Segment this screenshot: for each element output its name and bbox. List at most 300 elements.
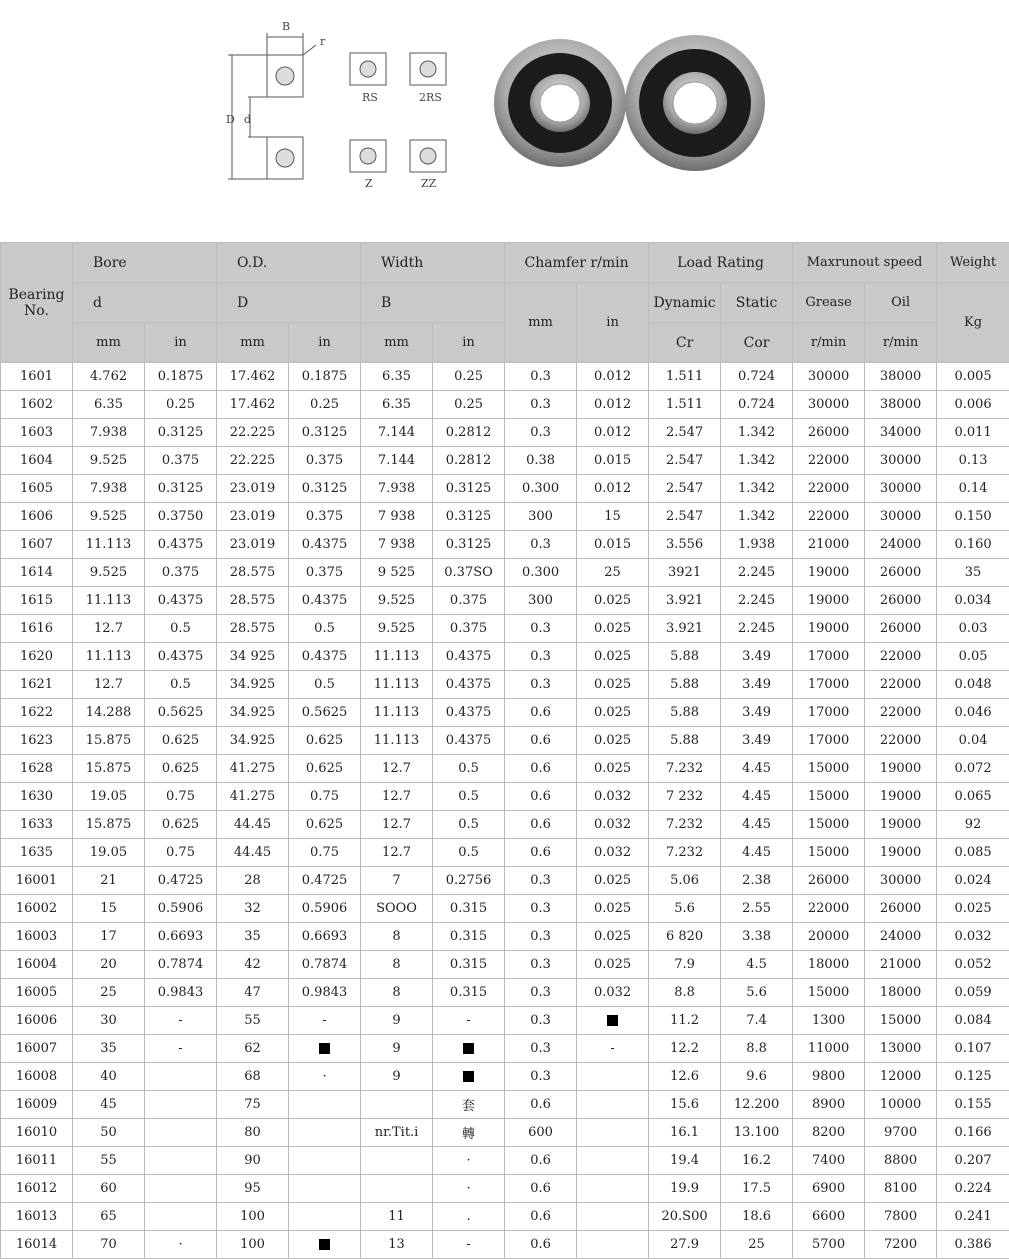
- cell-width-in: 0.315: [433, 923, 505, 951]
- cell-bearing-no: 1602: [1, 391, 73, 419]
- cell-od-mm: 41.275: [217, 783, 289, 811]
- cell-weight-kg: 0.166: [937, 1119, 1009, 1147]
- cell-static-cor: 8.8: [721, 1035, 793, 1063]
- cell-bearing-no: 1615: [1, 587, 73, 615]
- cell-width-in: ·: [433, 1147, 505, 1175]
- cell-oil-speed: 38000: [865, 363, 937, 391]
- cell-od-in: 0.5906: [289, 895, 361, 923]
- cell-bearing-no: 1630: [1, 783, 73, 811]
- table-row: [1, 1091, 1009, 1119]
- cell-od-mm: 34 925: [217, 643, 289, 671]
- cell-chamfer-mm: 0.3: [505, 363, 577, 391]
- cell-bore-in: 0.3125: [145, 419, 217, 447]
- cell-chamfer-in: 0.012: [577, 391, 649, 419]
- cell-od-in: 0.375: [289, 559, 361, 587]
- cell-dynamic-cr: 19.4: [649, 1147, 721, 1175]
- cell-dynamic-cr: 7.232: [649, 839, 721, 867]
- cell-grease-speed: 30000: [793, 363, 865, 391]
- cell-od-mm: 22.225: [217, 447, 289, 475]
- cell-oil-speed: 19000: [865, 839, 937, 867]
- filled-square-mark: [607, 1015, 618, 1026]
- cell-bore-in: 0.1875: [145, 363, 217, 391]
- cell-od-mm: 17.462: [217, 363, 289, 391]
- cell-chamfer-mm: 0.6: [505, 1147, 577, 1175]
- cell-static-cor: 1.342: [721, 475, 793, 503]
- table-row: [1, 783, 1009, 811]
- cell-od-mm: 28.575: [217, 587, 289, 615]
- table-row: [1, 503, 1009, 531]
- cell-bore-mm: 17: [73, 923, 145, 951]
- cell-oil-speed: 26000: [865, 615, 937, 643]
- variant-label-zz: ZZ: [421, 177, 437, 190]
- cell-oil-speed: 19000: [865, 783, 937, 811]
- cell-static-cor: 0.724: [721, 391, 793, 419]
- cell-chamfer-in: 0.032: [577, 979, 649, 1007]
- cell-width-mm: 8: [361, 923, 433, 951]
- cell-chamfer-mm: 0.6: [505, 699, 577, 727]
- cell-bore-mm: 4.762: [73, 363, 145, 391]
- cell-weight-kg: 0.386: [937, 1231, 1009, 1259]
- cell-bore-in: [145, 1063, 217, 1091]
- cell-bore-mm: 20: [73, 951, 145, 979]
- cell-chamfer-mm: 0.3: [505, 391, 577, 419]
- col-header-grease-unit: r/min: [793, 323, 865, 363]
- variant-label-2rs: 2RS: [419, 91, 442, 104]
- cell-chamfer-in: 0.025: [577, 895, 649, 923]
- dim-label-radius: r: [320, 35, 326, 48]
- cell-bearing-no: 1620: [1, 643, 73, 671]
- cell-width-mm: 12.7: [361, 783, 433, 811]
- cell-dynamic-cr: 5.88: [649, 727, 721, 755]
- cell-dynamic-cr: 7.232: [649, 811, 721, 839]
- cell-grease-speed: 17000: [793, 671, 865, 699]
- cell-oil-speed: 38000: [865, 391, 937, 419]
- cell-oil-speed: 7800: [865, 1203, 937, 1231]
- cell-chamfer-mm: 0.3: [505, 615, 577, 643]
- cell-bore-mm: 35: [73, 1035, 145, 1063]
- cell-grease-speed: 22000: [793, 475, 865, 503]
- cell-grease-speed: 7400: [793, 1147, 865, 1175]
- cell-static-cor: 12.200: [721, 1091, 793, 1119]
- cell-dynamic-cr: 3.921: [649, 587, 721, 615]
- table-row: [1, 839, 1009, 867]
- cell-bore-in: 0.6693: [145, 923, 217, 951]
- cell-width-in: 0.375: [433, 615, 505, 643]
- cell-od-mm: 75: [217, 1091, 289, 1119]
- cell-chamfer-in: 0.032: [577, 811, 649, 839]
- cell-bore-in: 0.7874: [145, 951, 217, 979]
- table-row: [1, 391, 1009, 419]
- cell-dynamic-cr: 2.547: [649, 503, 721, 531]
- cell-bearing-no: 16005: [1, 979, 73, 1007]
- cell-oil-speed: 30000: [865, 503, 937, 531]
- cell-width-in: 0.25: [433, 363, 505, 391]
- cell-od-in: 0.75: [289, 839, 361, 867]
- cell-chamfer-mm: 0.6: [505, 811, 577, 839]
- cell-bore-in: [145, 1203, 217, 1231]
- bearing-no-line1: Bearing: [8, 286, 65, 303]
- cell-bore-mm: 19.05: [73, 783, 145, 811]
- cell-weight-kg: 0.084: [937, 1007, 1009, 1035]
- table-row: [1, 363, 1009, 391]
- cell-chamfer-mm: 0.6: [505, 1091, 577, 1119]
- cell-bearing-no: 1614: [1, 559, 73, 587]
- cell-chamfer-mm: 300: [505, 587, 577, 615]
- cell-bore-mm: 14.288: [73, 699, 145, 727]
- table-row: [1, 951, 1009, 979]
- table-row: [1, 1175, 1009, 1203]
- cell-weight-kg: 0.085: [937, 839, 1009, 867]
- cell-od-in: 0.5: [289, 671, 361, 699]
- cell-bore-mm: 55: [73, 1147, 145, 1175]
- cell-weight-kg: 0.005: [937, 363, 1009, 391]
- cell-od-mm: 32: [217, 895, 289, 923]
- cell-chamfer-mm: 0.6: [505, 727, 577, 755]
- col-header-oil-unit: r/min: [865, 323, 937, 363]
- cell-width-in: 0.4375: [433, 727, 505, 755]
- cell-dynamic-cr: 2.547: [649, 475, 721, 503]
- cell-width-mm: 9: [361, 1035, 433, 1063]
- cell-oil-speed: 22000: [865, 727, 937, 755]
- filled-square-mark: [463, 1071, 474, 1082]
- cell-od-in: 0.625: [289, 755, 361, 783]
- table-row: [1, 699, 1009, 727]
- cell-width-in: 0.5: [433, 839, 505, 867]
- cell-od-mm: 22.225: [217, 419, 289, 447]
- cell-bore-in: 0.5625: [145, 699, 217, 727]
- cell-bore-in: [145, 1147, 217, 1175]
- cell-static-cor: 3.49: [721, 671, 793, 699]
- cell-od-in: 0.375: [289, 503, 361, 531]
- table-row: [1, 1007, 1009, 1035]
- cell-dynamic-cr: 7 232: [649, 783, 721, 811]
- cell-od-mm: 28.575: [217, 559, 289, 587]
- cell-dynamic-cr: 19.9: [649, 1175, 721, 1203]
- cell-bore-mm: 9.525: [73, 503, 145, 531]
- cell-grease-speed: 15000: [793, 811, 865, 839]
- cell-od-mm: 42: [217, 951, 289, 979]
- cell-dynamic-cr: 12.2: [649, 1035, 721, 1063]
- cell-od-in: 0.5625: [289, 699, 361, 727]
- cell-od-mm: 100: [217, 1203, 289, 1231]
- cell-grease-speed: 17000: [793, 727, 865, 755]
- cell-static-cor: 2.245: [721, 587, 793, 615]
- cell-od-mm: 47: [217, 979, 289, 1007]
- col-header-chamfer: Chamfer r/min: [505, 243, 649, 283]
- cell-static-cor: 0.724: [721, 363, 793, 391]
- cell-chamfer-in: 0.012: [577, 363, 649, 391]
- col-header-weight: Weight: [937, 243, 1009, 283]
- cell-chamfer-mm: 0.3: [505, 419, 577, 447]
- cell-width-mm: 9.525: [361, 615, 433, 643]
- cell-weight-kg: 35: [937, 559, 1009, 587]
- cell-od-mm: 41.275: [217, 755, 289, 783]
- col-header-bore: Bore: [73, 243, 217, 283]
- cell-oil-speed: 26000: [865, 587, 937, 615]
- cell-weight-kg: 92: [937, 811, 1009, 839]
- cell-weight-kg: 0.059: [937, 979, 1009, 1007]
- cell-grease-speed: 15000: [793, 979, 865, 1007]
- cell-weight-kg: 0.024: [937, 867, 1009, 895]
- cell-chamfer-in: 0.012: [577, 419, 649, 447]
- table-row: [1, 447, 1009, 475]
- table-row: [1, 559, 1009, 587]
- cell-weight-kg: 0.034: [937, 587, 1009, 615]
- cell-od-mm: 44.45: [217, 839, 289, 867]
- cell-dynamic-cr: 2.547: [649, 447, 721, 475]
- cell-weight-kg: 0.065: [937, 783, 1009, 811]
- cell-grease-speed: 8200: [793, 1119, 865, 1147]
- cell-dynamic-cr: 7.9: [649, 951, 721, 979]
- cell-width-in: 0.2812: [433, 447, 505, 475]
- cell-static-cor: 4.45: [721, 839, 793, 867]
- cell-od-in: -: [289, 1007, 361, 1035]
- cell-chamfer-mm: 0.6: [505, 755, 577, 783]
- col-header-od-mm: mm: [217, 323, 289, 363]
- cell-chamfer-mm: 0.6: [505, 783, 577, 811]
- cell-dynamic-cr: 15.6: [649, 1091, 721, 1119]
- cell-bore-in: 0.5: [145, 671, 217, 699]
- cell-bore-mm: 50: [73, 1119, 145, 1147]
- table-row: [1, 727, 1009, 755]
- cell-od-mm: 23.019: [217, 503, 289, 531]
- cell-od-mm: 80: [217, 1119, 289, 1147]
- cell-static-cor: 4.45: [721, 755, 793, 783]
- cell-od-mm: 35: [217, 923, 289, 951]
- cell-chamfer-mm: 0.3: [505, 531, 577, 559]
- cell-grease-speed: 15000: [793, 755, 865, 783]
- cell-od-mm: 55: [217, 1007, 289, 1035]
- col-header-od: O.D.: [217, 243, 361, 283]
- cell-grease-speed: 11000: [793, 1035, 865, 1063]
- cell-oil-speed: 30000: [865, 475, 937, 503]
- cell-oil-speed: 30000: [865, 447, 937, 475]
- cell-bearing-no: 1603: [1, 419, 73, 447]
- cell-dynamic-cr: 27.9: [649, 1231, 721, 1259]
- col-header-kg: Kg: [937, 283, 1009, 363]
- cell-static-cor: 3.38: [721, 923, 793, 951]
- cell-bearing-no: 16008: [1, 1063, 73, 1091]
- cell-bore-mm: 60: [73, 1175, 145, 1203]
- cell-chamfer-in: 0.015: [577, 531, 649, 559]
- col-header-load-rating: Load Rating: [649, 243, 793, 283]
- cell-width-mm: 11.113: [361, 671, 433, 699]
- cell-bore-in: 0.625: [145, 811, 217, 839]
- cell-bore-in: 0.4375: [145, 587, 217, 615]
- cell-static-cor: 1.342: [721, 503, 793, 531]
- col-header-oil: Oil: [865, 283, 937, 323]
- cell-width-mm: 9.525: [361, 587, 433, 615]
- cell-oil-speed: 24000: [865, 531, 937, 559]
- cell-chamfer-mm: 0.3: [505, 979, 577, 1007]
- cell-weight-kg: 0.207: [937, 1147, 1009, 1175]
- cell-weight-kg: 0.032: [937, 923, 1009, 951]
- cell-bearing-no: 1605: [1, 475, 73, 503]
- cell-width-in: 0.3125: [433, 475, 505, 503]
- cell-bearing-no: 16004: [1, 951, 73, 979]
- cell-width-mm: SOOO: [361, 895, 433, 923]
- col-header-cr: Cr: [649, 323, 721, 363]
- cell-oil-speed: 9700: [865, 1119, 937, 1147]
- table-row: [1, 671, 1009, 699]
- cell-oil-speed: 18000: [865, 979, 937, 1007]
- cell-bearing-no: 1601: [1, 363, 73, 391]
- cell-oil-speed: 15000: [865, 1007, 937, 1035]
- cell-static-cor: 3.49: [721, 699, 793, 727]
- cell-chamfer-in: [577, 1007, 649, 1035]
- cell-width-in: 0.5: [433, 783, 505, 811]
- cell-oil-speed: 7200: [865, 1231, 937, 1259]
- cell-bore-mm: 30: [73, 1007, 145, 1035]
- cell-chamfer-in: -: [577, 1035, 649, 1063]
- cell-bearing-no: 16002: [1, 895, 73, 923]
- cell-bearing-no: 16009: [1, 1091, 73, 1119]
- cell-weight-kg: 0.052: [937, 951, 1009, 979]
- cell-width-mm: 9: [361, 1007, 433, 1035]
- cell-grease-speed: 15000: [793, 839, 865, 867]
- cell-bore-mm: 7.938: [73, 419, 145, 447]
- cell-static-cor: 25: [721, 1231, 793, 1259]
- cell-static-cor: 4.45: [721, 783, 793, 811]
- cell-oil-speed: 21000: [865, 951, 937, 979]
- cell-od-in: 0.1875: [289, 363, 361, 391]
- cell-od-in: 0.9843: [289, 979, 361, 1007]
- col-header-width-mm: mm: [361, 323, 433, 363]
- cell-oil-speed: 34000: [865, 419, 937, 447]
- variant-label-z: Z: [365, 177, 373, 190]
- cell-static-cor: 13.100: [721, 1119, 793, 1147]
- cell-od-mm: 17.462: [217, 391, 289, 419]
- cell-oil-speed: 22000: [865, 671, 937, 699]
- cell-oil-speed: 24000: [865, 923, 937, 951]
- cell-bore-mm: 11.113: [73, 531, 145, 559]
- cell-dynamic-cr: 6 820: [649, 923, 721, 951]
- cell-dynamic-cr: 11.2: [649, 1007, 721, 1035]
- cell-bearing-no: 16014: [1, 1231, 73, 1259]
- cell-static-cor: 4.45: [721, 811, 793, 839]
- table-row: [1, 811, 1009, 839]
- table-row: [1, 1119, 1009, 1147]
- cell-chamfer-in: 0.032: [577, 839, 649, 867]
- bearing-product-photo: [490, 28, 780, 178]
- cell-width-in: 0.2812: [433, 419, 505, 447]
- cell-od-mm: 34.925: [217, 727, 289, 755]
- cell-width-in: 0.3125: [433, 531, 505, 559]
- cell-od-in: [289, 1119, 361, 1147]
- cell-chamfer-in: 0.025: [577, 643, 649, 671]
- cell-od-mm: 44.45: [217, 811, 289, 839]
- cell-static-cor: 7.4: [721, 1007, 793, 1035]
- cell-bore-in: -: [145, 1007, 217, 1035]
- cell-bore-mm: 40: [73, 1063, 145, 1091]
- cell-oil-speed: 26000: [865, 559, 937, 587]
- cell-od-mm: 28.575: [217, 615, 289, 643]
- cell-dynamic-cr: 5.88: [649, 643, 721, 671]
- cell-weight-kg: 0.150: [937, 503, 1009, 531]
- cell-weight-kg: 0.224: [937, 1175, 1009, 1203]
- cell-od-mm: 62: [217, 1035, 289, 1063]
- cell-chamfer-in: 0.025: [577, 699, 649, 727]
- table-row: [1, 1147, 1009, 1175]
- cell-grease-speed: 22000: [793, 895, 865, 923]
- cell-oil-speed: 13000: [865, 1035, 937, 1063]
- cell-dynamic-cr: 7.232: [649, 755, 721, 783]
- cell-bore-in: 0.4725: [145, 867, 217, 895]
- cell-width-in: 0.4375: [433, 699, 505, 727]
- cell-grease-speed: 22000: [793, 503, 865, 531]
- cell-width-mm: [361, 1147, 433, 1175]
- cell-od-in: 0.375: [289, 447, 361, 475]
- cell-dynamic-cr: 12.6: [649, 1063, 721, 1091]
- cell-od-in: 0.75: [289, 783, 361, 811]
- cell-bore-in: 0.375: [145, 559, 217, 587]
- bearing-no-line2: No.: [24, 302, 49, 319]
- cell-chamfer-in: 0.025: [577, 755, 649, 783]
- cell-width-mm: 11.113: [361, 699, 433, 727]
- cell-bore-in: 0.3750: [145, 503, 217, 531]
- cell-bore-in: 0.3125: [145, 475, 217, 503]
- col-header-grease: Grease: [793, 283, 865, 323]
- cell-chamfer-mm: 0.6: [505, 1203, 577, 1231]
- cell-bore-in: 0.625: [145, 727, 217, 755]
- table-row: [1, 867, 1009, 895]
- cell-width-in: 0.315: [433, 979, 505, 1007]
- cell-width-mm: 8: [361, 979, 433, 1007]
- cell-chamfer-mm: 0.6: [505, 839, 577, 867]
- cell-od-in: [289, 1035, 361, 1063]
- cell-bearing-no: 1622: [1, 699, 73, 727]
- cell-oil-speed: 8100: [865, 1175, 937, 1203]
- cell-grease-speed: 6600: [793, 1203, 865, 1231]
- cell-static-cor: 18.6: [721, 1203, 793, 1231]
- table-row: [1, 1203, 1009, 1231]
- cell-bore-in: -: [145, 1035, 217, 1063]
- cell-bearing-no: 16013: [1, 1203, 73, 1231]
- col-header-D: D: [217, 283, 361, 323]
- cell-static-cor: 2.245: [721, 615, 793, 643]
- cell-dynamic-cr: 5.06: [649, 867, 721, 895]
- cell-od-in: [289, 1203, 361, 1231]
- table-row: [1, 1231, 1009, 1259]
- cell-width-in: .: [433, 1203, 505, 1231]
- cell-dynamic-cr: 2.547: [649, 419, 721, 447]
- col-header-chamfer-in: in: [577, 283, 649, 363]
- cell-chamfer-mm: 0.6: [505, 1175, 577, 1203]
- cell-dynamic-cr: 3921: [649, 559, 721, 587]
- cell-od-in: ·: [289, 1063, 361, 1091]
- col-header-d: d: [73, 283, 217, 323]
- cell-width-in: 0.315: [433, 895, 505, 923]
- cell-bearing-no: 16007: [1, 1035, 73, 1063]
- cell-dynamic-cr: 1.511: [649, 363, 721, 391]
- cell-bore-in: 0.4375: [145, 643, 217, 671]
- cell-width-in: -: [433, 1007, 505, 1035]
- cell-grease-speed: 1300: [793, 1007, 865, 1035]
- cell-width-mm: 7 938: [361, 503, 433, 531]
- cell-bearing-no: 1607: [1, 531, 73, 559]
- cell-bearing-no: 16011: [1, 1147, 73, 1175]
- cell-od-mm: 95: [217, 1175, 289, 1203]
- cell-oil-speed: 22000: [865, 643, 937, 671]
- cell-od-in: 0.3125: [289, 475, 361, 503]
- cell-width-in: 套: [433, 1091, 505, 1119]
- cell-dynamic-cr: 5.88: [649, 671, 721, 699]
- filled-square-mark: [319, 1043, 330, 1054]
- cell-static-cor: 1.342: [721, 419, 793, 447]
- table-row: [1, 531, 1009, 559]
- cell-bore-mm: 15.875: [73, 727, 145, 755]
- cell-width-in: 0.315: [433, 951, 505, 979]
